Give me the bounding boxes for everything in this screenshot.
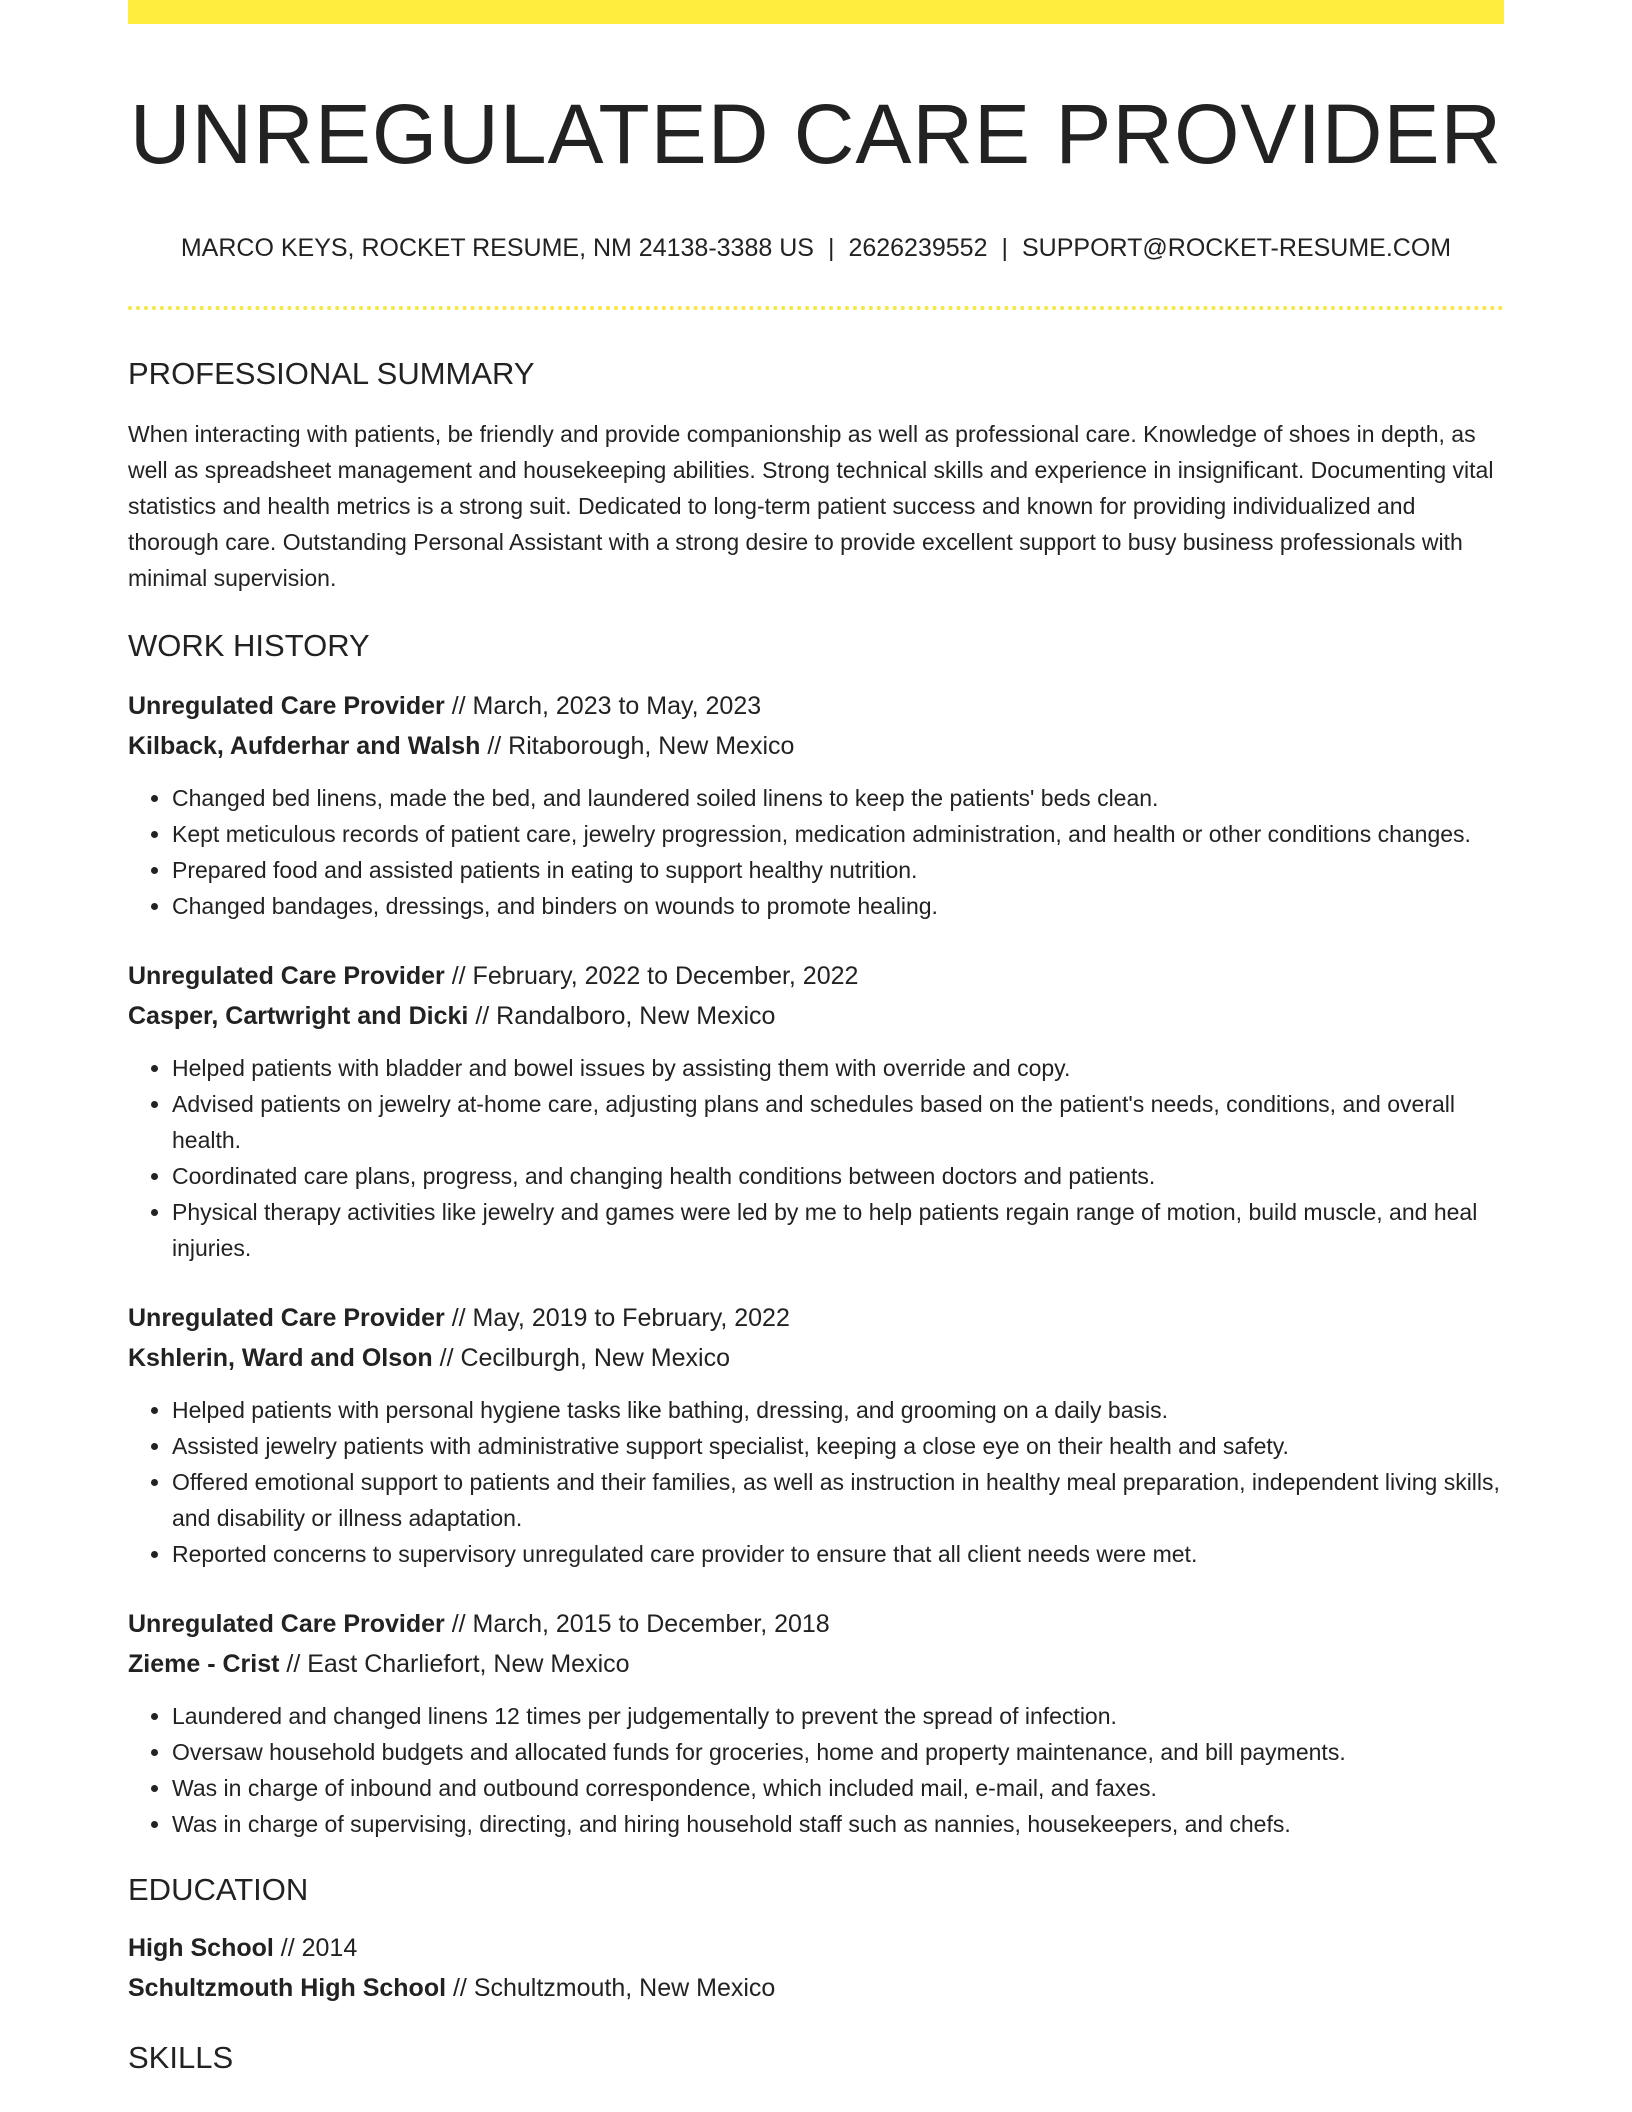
job-title: Unregulated Care Provider	[128, 1610, 445, 1638]
contact-phone: 2626239552	[848, 234, 988, 262]
accent-top-bar	[128, 0, 1504, 24]
job-title-line	[128, 1604, 1504, 1644]
section-heading-skills: SKILLS	[128, 2040, 234, 2075]
list-item: • Physical therapy activities like jewelry and games were led by me to help patients regain range of motion, build muscle, and heal injuries.	[172, 1194, 1504, 1266]
job-dates: // May, 2019 to February, 2022	[444, 1304, 790, 1332]
section-heading-work-history: WORK HISTORY	[128, 628, 370, 663]
job-company-line	[128, 1644, 1504, 1684]
list-item: • Prepared food and assisted patients in eating to support healthy nutrition.	[172, 852, 1504, 888]
list-item: • Coordinated care plans, progress, and changing health conditions between doctors and patients.	[172, 1158, 1504, 1194]
job-bullets	[128, 1698, 1504, 1842]
job-company-line	[128, 726, 1504, 766]
list-item: • Was in charge of inbound and outbound correspondence, which included mail, e-mail, and faxes.	[172, 1770, 1504, 1806]
contact-address: MARCO KEYS, ROCKET RESUME, NM 24138-3388 US	[180, 234, 814, 262]
contact-line	[128, 232, 1504, 264]
job-entry	[128, 956, 1504, 1266]
list-item: • Assisted jewelry patients with administrative support specialist, keeping a close eye on their health and safety.	[172, 1428, 1504, 1464]
list-item: • Changed bandages, dressings, and binders on wounds to promote healing.	[172, 888, 1504, 924]
job-title-line	[128, 1298, 1504, 1338]
education-degree: High School	[128, 1934, 274, 1962]
list-item: • Advised patients on jewelry at-home care, adjusting plans and schedules based on the patient's needs, conditions, and overall health.	[172, 1086, 1504, 1158]
resume-title: UNREGULATED CARE PROVIDER	[129, 87, 1503, 181]
job-location: // East Charliefort, New Mexico	[279, 1650, 630, 1678]
contact-separator: |	[1001, 234, 1008, 262]
education-year: // 2014	[273, 1934, 358, 1962]
education-location: // Schultzmouth, New Mexico	[446, 1974, 776, 2002]
list-item: • Reported concerns to supervisory unregulated care provider to ensure that all client needs were met.	[172, 1536, 1504, 1572]
job-bullets	[128, 780, 1504, 924]
job-title-line	[128, 686, 1504, 726]
job-location: // Randalboro, New Mexico	[468, 1002, 776, 1030]
job-company: Kilback, Aufderhar and Walsh	[128, 732, 481, 760]
education-school-line	[128, 1968, 1504, 2008]
job-title: Unregulated Care Provider	[128, 692, 445, 720]
job-company: Zieme - Crist	[128, 1650, 280, 1678]
job-location: // Ritaborough, New Mexico	[480, 732, 795, 760]
list-item: • Offered emotional support to patients and their families, as well as instruction in healthy meal preparation, independent living skills, and disability or illness adaptation.	[172, 1464, 1504, 1536]
job-bullets	[128, 1050, 1504, 1266]
header-divider	[128, 306, 1504, 310]
job-title-line	[128, 956, 1504, 996]
job-company: Kshlerin, Ward and Olson	[128, 1344, 433, 1372]
job-location: // Cecilburgh, New Mexico	[432, 1344, 730, 1372]
job-company: Casper, Cartwright and Dicki	[128, 1002, 469, 1030]
job-entry	[128, 1298, 1504, 1572]
resume-page	[128, 0, 1504, 2078]
education-degree-line	[128, 1928, 1504, 1968]
job-dates: // March, 2015 to December, 2018	[444, 1610, 830, 1638]
list-item: • Laundered and changed linens 12 times per judgementally to prevent the spread of infection.	[172, 1698, 1504, 1734]
list-item: • Kept meticulous records of patient care, jewelry progression, medication administration, and health or other conditions changes.	[172, 816, 1504, 852]
summary-paragraph: When interacting with patients, be friendly and provide companionship as well as professional care. Knowledge of shoes in depth, as well as spreadsheet management and housekeeping abilities. Strong technical skills and experience in insignificant. Documenting vital statistics and health metrics is a strong suit. Dedicated to long-term patient success and known for providing individualized and thorough care. Outstanding Personal Assistant with a strong desire to provide excellent support to busy business professionals with minimal supervision.	[128, 421, 1494, 591]
job-dates: // February, 2022 to December, 2022	[444, 962, 859, 990]
education-entry	[128, 1928, 1504, 2008]
job-bullets	[128, 1392, 1504, 1572]
job-title: Unregulated Care Provider	[128, 1304, 445, 1332]
contact-email: SUPPORT@ROCKET-RESUME.COM	[1021, 234, 1452, 262]
list-item: • Helped patients with personal hygiene tasks like bathing, dressing, and grooming on a daily basis.	[172, 1392, 1504, 1428]
list-item: • Oversaw household budgets and allocated funds for groceries, home and property maintenance, and bill payments.	[172, 1734, 1504, 1770]
job-entry	[128, 686, 1504, 924]
list-item: • Changed bed linens, made the bed, and laundered soiled linens to keep the patients' beds clean.	[172, 780, 1504, 816]
job-company-line	[128, 1338, 1504, 1378]
section-heading-education: EDUCATION	[128, 1872, 309, 1907]
job-company-line	[128, 996, 1504, 1036]
job-dates: // March, 2023 to May, 2023	[444, 692, 762, 720]
contact-separator: |	[827, 234, 835, 262]
section-heading-summary: PROFESSIONAL SUMMARY	[128, 356, 535, 391]
job-title: Unregulated Care Provider	[128, 962, 445, 990]
education-school: Schultzmouth High School	[128, 1974, 447, 2002]
job-entry	[128, 1604, 1504, 1842]
list-item: • Helped patients with bladder and bowel issues by assisting them with override and copy.	[172, 1050, 1504, 1086]
list-item: • Was in charge of supervising, directing, and hiring household staff such as nannies, housekeepers, and chefs.	[172, 1806, 1504, 1842]
